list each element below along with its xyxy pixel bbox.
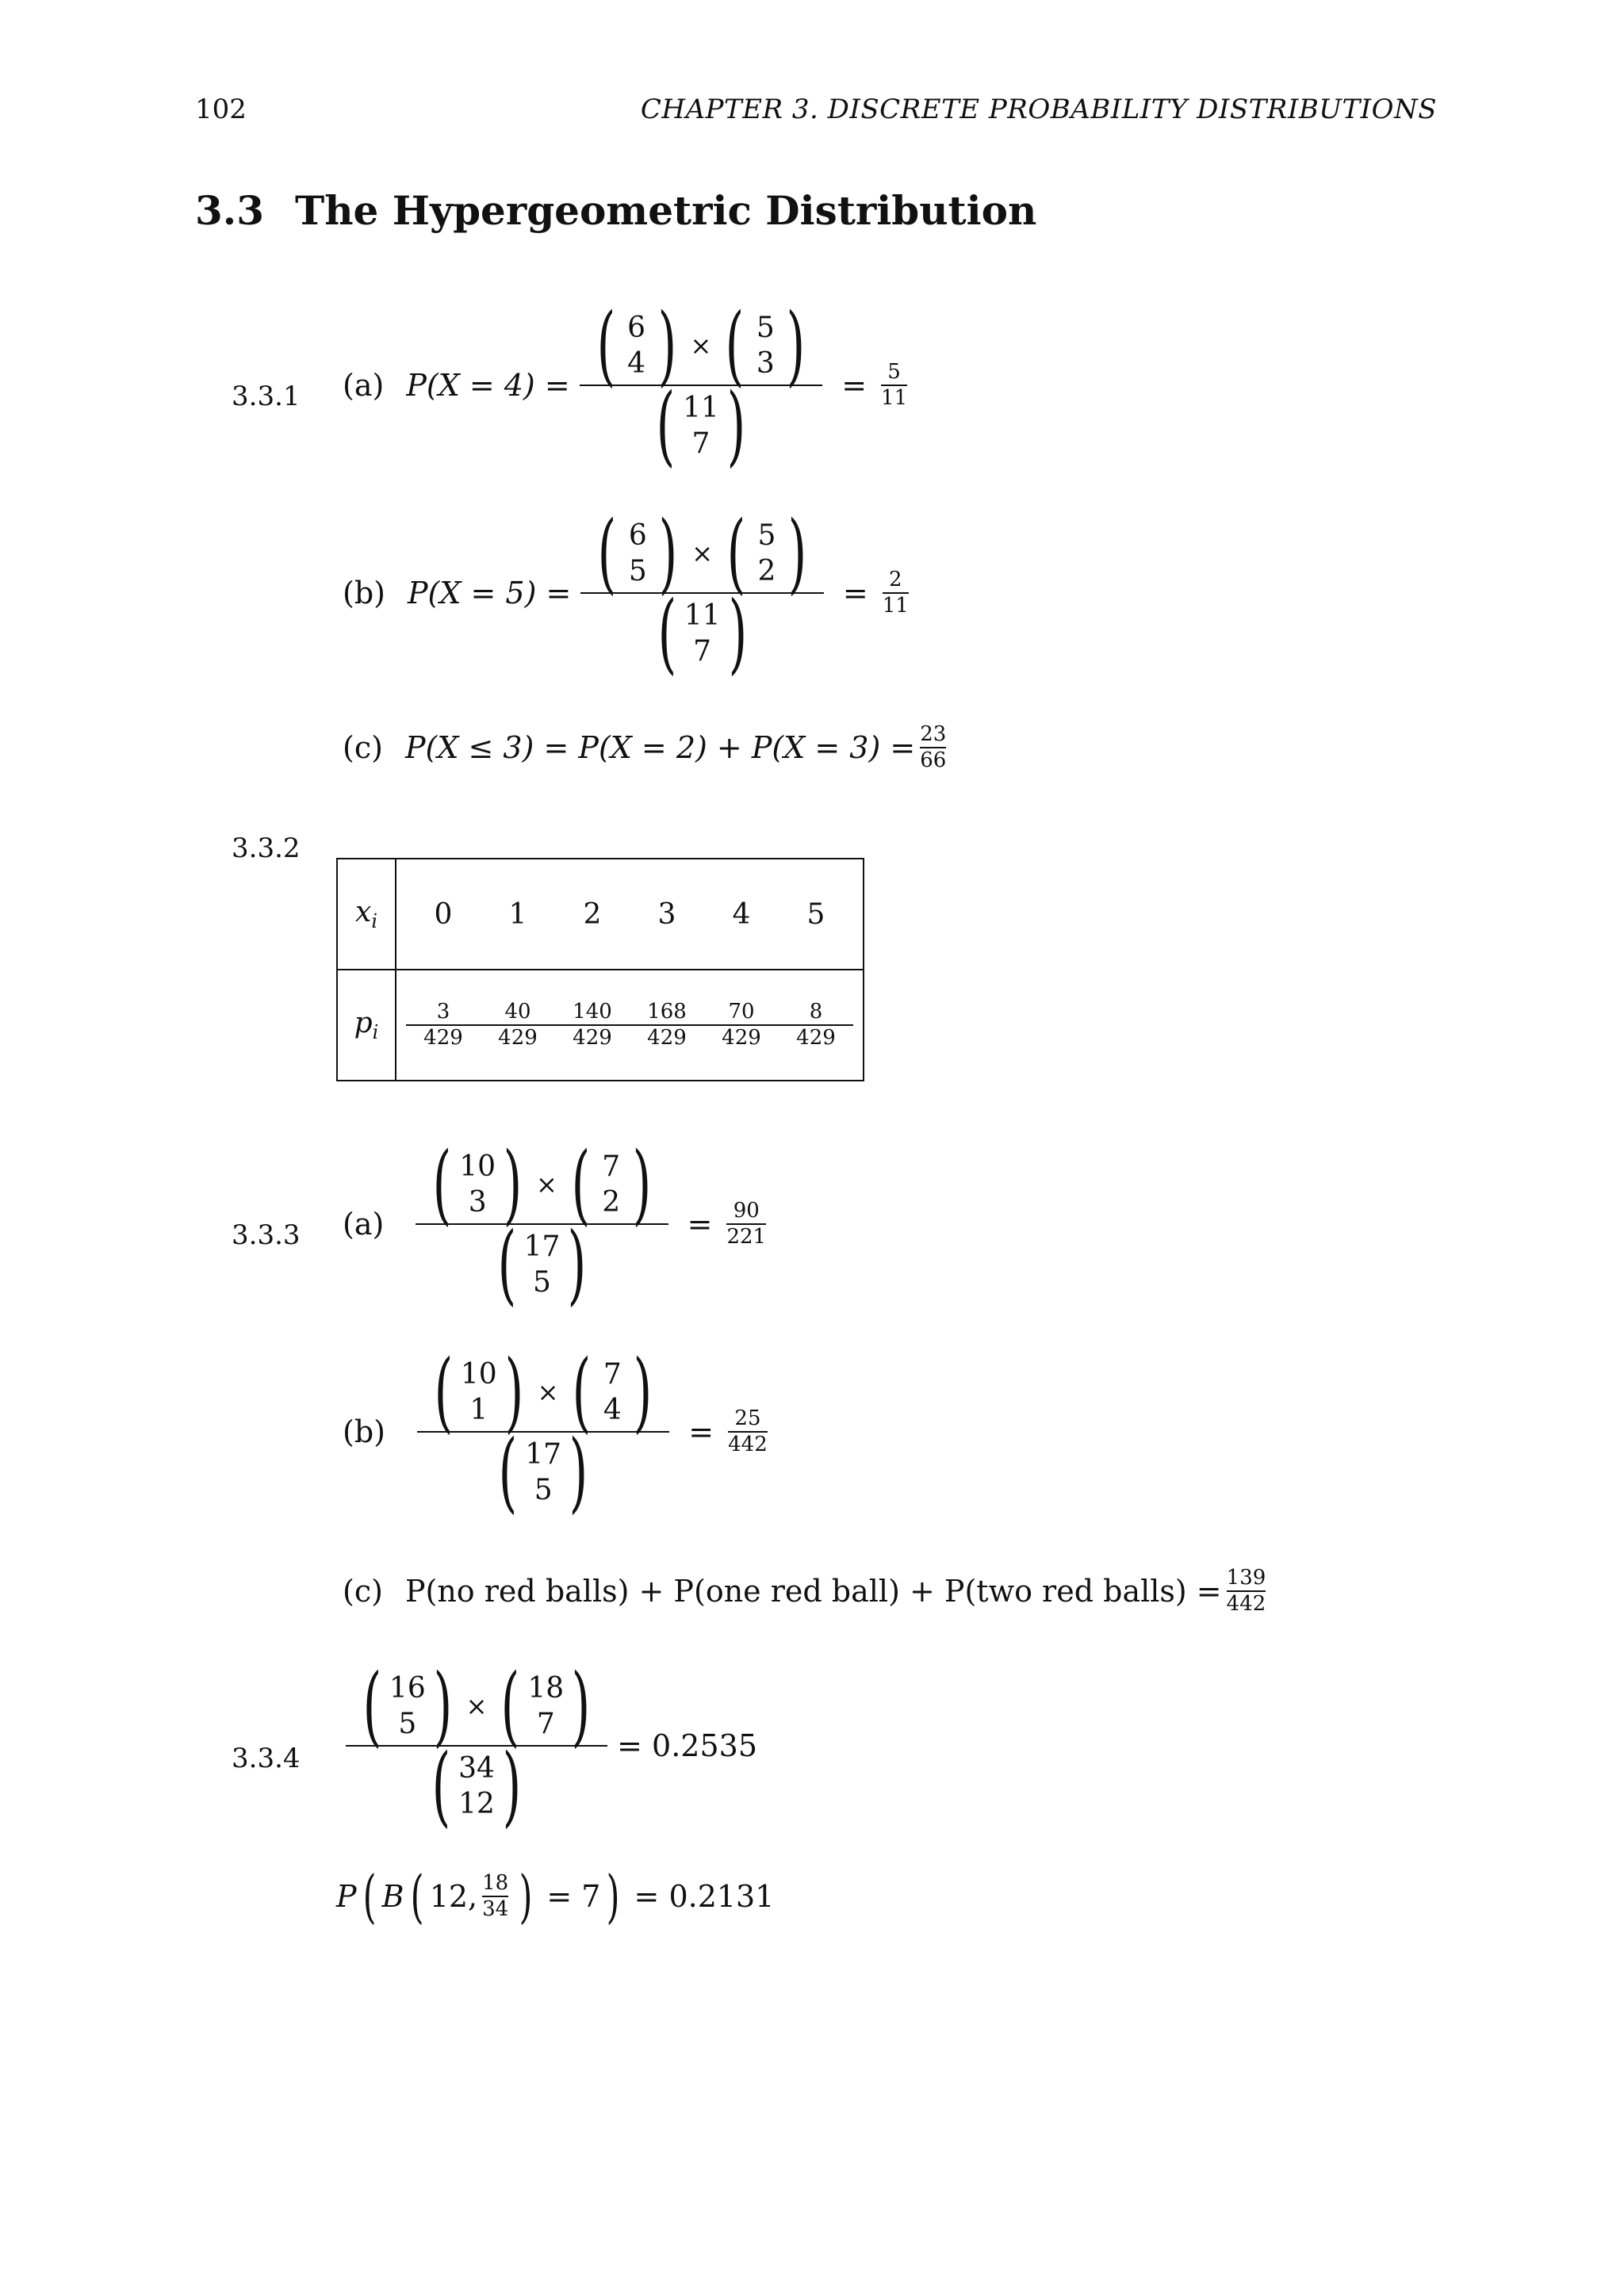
problem-number-332: 3.3.2 — [232, 832, 301, 864]
hypergeometric-fraction: ( 6 4 ) × ( 5 3 ) ( 11 7 ) — [580, 306, 823, 465]
hypergeometric-fraction: ( 10 3 ) × ( 7 2 ) ( 17 5 ) — [416, 1145, 668, 1303]
result-fraction: 139 442 — [1226, 1566, 1266, 1616]
binomial: ( 5 3 ) — [726, 294, 806, 396]
problem-333b: (b) ( 10 1 ) × ( 7 4 ) ( 17 5 ) = 25 442 — [343, 1341, 768, 1522]
problem-number-333: 3.3.3 — [232, 1219, 301, 1251]
x-values: 0 1 2 3 4 5 — [434, 897, 825, 931]
table-row — [337, 970, 864, 1081]
result-value: = 0.2535 — [617, 1728, 758, 1763]
section-number: 3.3 — [195, 187, 264, 234]
result-fraction: 5 11 — [881, 360, 908, 410]
problem-333a: (a) ( 10 3 ) × ( 7 2 ) ( 17 5 ) = 90 221 — [343, 1133, 767, 1314]
result-fraction: 23 66 — [920, 722, 947, 772]
binomial: ( 10 3 ) — [432, 1133, 523, 1234]
page-number: 102 — [195, 94, 247, 125]
part-label: (b) — [343, 576, 385, 610]
section-title — [195, 187, 1036, 234]
problem-331b: (b) P(X = 5) = ( 6 5 ) × ( 5 2 ) ( 11 7 ) = 2 11 — [343, 502, 909, 683]
problem-334-line1 — [336, 1655, 758, 1836]
row-header-p: $p_i$ — [337, 970, 396, 1081]
distribution-table — [336, 858, 864, 1081]
binomial: ( 11 7 ) — [657, 582, 747, 683]
result-fraction: 90 221 — [726, 1199, 767, 1249]
binomial: ( 7 4 ) — [573, 1341, 653, 1442]
hypergeometric-fraction: ( 6 5 ) × ( 5 2 ) ( 11 7 ) — [580, 514, 824, 672]
binomial: ( 34 12 ) — [431, 1735, 522, 1836]
p-values: 3 429 40 429 140 429 168 429 70 429 8 429 — [406, 1001, 853, 1049]
hypergeometric-fraction: ( 10 1 ) × ( 7 4 ) ( 17 5 ) — [417, 1353, 669, 1511]
binomial: ( 6 4 ) — [596, 294, 676, 396]
binomial: ( 6 5 ) — [598, 502, 678, 603]
problem-333c — [343, 1567, 1270, 1615]
row-header-x: $x_i$ — [337, 859, 396, 970]
problem-331a: (a) P(X = 4) = ( 6 4 ) × ( 5 3 ) ( 11 7 ) = 5 11 — [343, 294, 908, 476]
part-label: (c) — [343, 1573, 383, 1609]
problem-331c — [343, 723, 951, 771]
problem-334-line2: P ( B ( 12, 18 34 ) = 7 ) = 0.2131 — [336, 1863, 775, 1930]
hypergeometric-fraction: ( 16 5 ) × ( 18 7 ) ( 34 12 ) — [346, 1667, 607, 1825]
binomial: ( 7 2 ) — [571, 1133, 651, 1234]
lhs: P(X = 4) = — [406, 368, 570, 403]
table-row — [337, 859, 864, 970]
binomial: ( 16 5 ) — [362, 1655, 452, 1756]
binomial: ( 18 7 ) — [501, 1655, 591, 1756]
result-value: = 0.2131 — [634, 1879, 775, 1914]
binomial: ( 17 5 ) — [497, 1213, 587, 1314]
expression: P(no red balls) + P(one red ball) + P(two red balls) = — [404, 1573, 1222, 1609]
binomial: ( 10 1 ) — [434, 1341, 523, 1442]
running-header: CHAPTER 3. DISCRETE PROBABILITY DISTRIBUTIONS — [640, 94, 1437, 125]
binomial: ( 17 5 ) — [498, 1421, 588, 1522]
part-label: (a) — [343, 368, 385, 403]
binomial-probability-fraction: 18 34 — [482, 1871, 509, 1921]
binomial: ( 11 7 ) — [656, 374, 746, 476]
part-label: (a) — [343, 1207, 385, 1242]
problem-number-331: 3.3.1 — [232, 381, 301, 412]
result-fraction: 2 11 — [882, 568, 909, 618]
result-fraction: 25 442 — [728, 1406, 768, 1456]
part-label: (b) — [343, 1414, 385, 1449]
expression: P(X ≤ 3) = P(X = 2) + P(X = 3) = — [404, 729, 916, 765]
lhs: P(X = 5) = — [407, 576, 572, 610]
section-title-text: The Hypergeometric Distribution — [295, 187, 1037, 234]
binomial: ( 5 2 ) — [726, 502, 807, 603]
problem-number-334: 3.3.4 — [232, 1743, 301, 1774]
part-label: (c) — [343, 729, 383, 765]
